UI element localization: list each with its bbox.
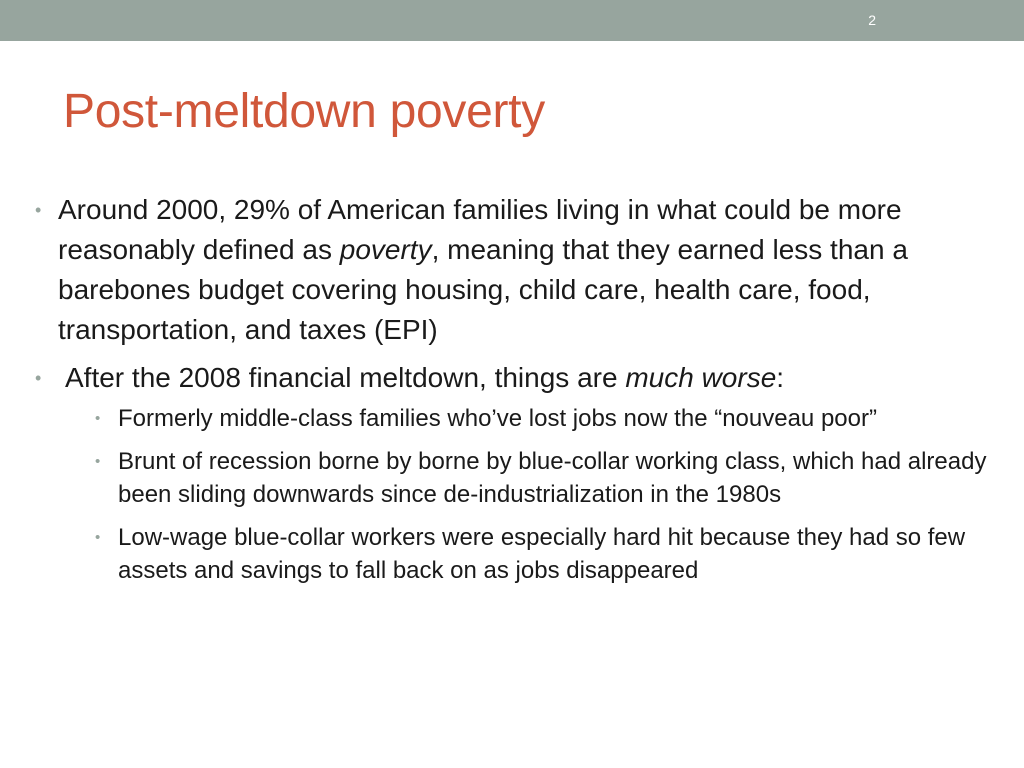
slide-title: Post-meltdown poverty: [63, 85, 545, 138]
bullet-item-2: [35, 358, 995, 587]
sub-bullet-item-2: [95, 445, 995, 511]
bullet-item-1: [35, 190, 995, 350]
sub-bullet-icon: •: [95, 453, 101, 470]
sub-bullet-text: Brunt of recession borne by borne by blue-collar working class, which had already been sliding downwards since de-industrialization in the 1980s: [118, 448, 987, 508]
sub-bullet-icon: •: [95, 410, 101, 427]
sub-bullet-icon: •: [95, 529, 101, 546]
sub-bullet-text: Formerly middle-class families who’ve lost jobs now the “nouveau poor”: [118, 405, 877, 432]
bullet-text-after: :: [776, 362, 785, 393]
sub-bullet-list: [65, 402, 995, 587]
sub-bullet-item-3: [95, 521, 995, 587]
bullet-text-before: After the 2008 financial meltdown, things are: [65, 362, 626, 393]
bullet-text-before: Around 2000, 29% of American families living in what could be more reasonably defined as: [58, 194, 902, 265]
bullet-icon: •: [35, 368, 42, 388]
sub-bullet-text: Low-wage blue-collar workers were especially hard hit because they had so few assets and savings to fall back on as jobs disappeared: [118, 524, 966, 584]
bullet-emphasis: poverty: [339, 234, 432, 265]
bullet-list: [35, 190, 995, 597]
top-bar: [0, 0, 1024, 41]
slide-number: 2: [868, 12, 876, 28]
sub-bullet-item-1: [95, 402, 995, 435]
bullet-emphasis: much worse: [625, 362, 777, 393]
bullet-icon: •: [35, 200, 42, 220]
bullet-text-after: , meaning that they earned less than a barebones budget covering housing, child care, health care, food, transportation, and taxes (EPI): [58, 234, 908, 345]
